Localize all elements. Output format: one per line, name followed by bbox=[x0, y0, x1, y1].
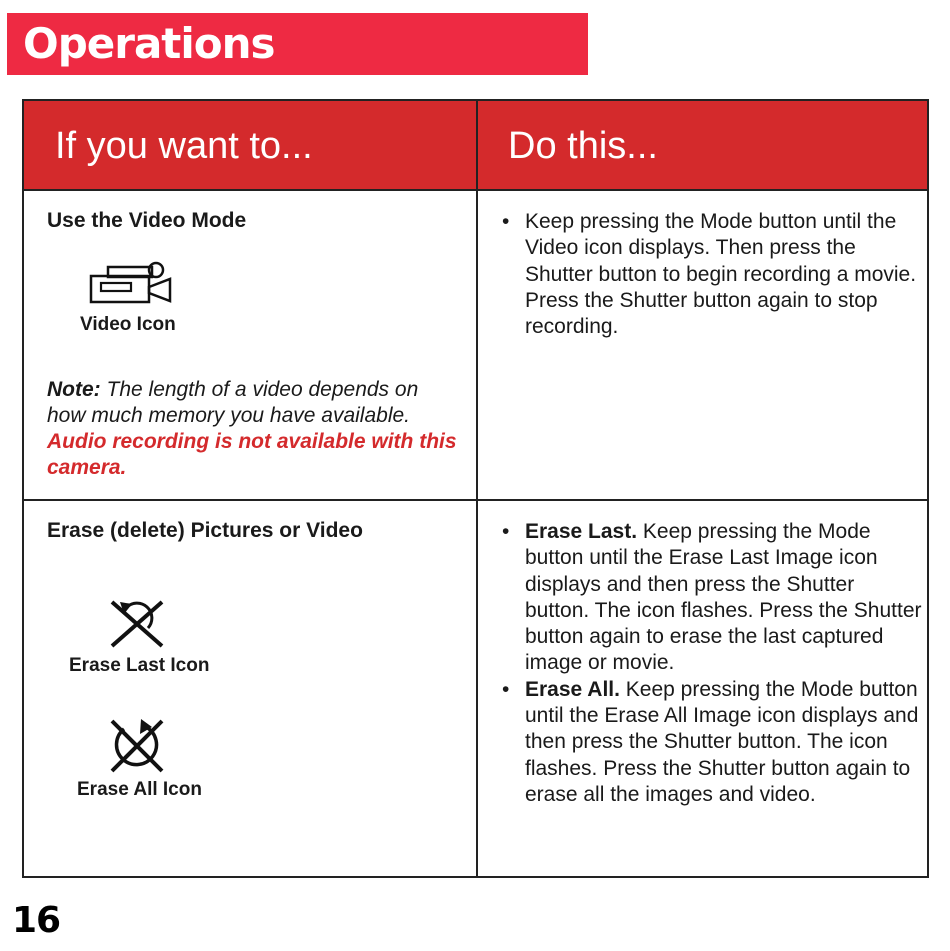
step-lead: Erase All. bbox=[525, 677, 620, 701]
note-label: Note: bbox=[47, 378, 101, 401]
erase-all-icon bbox=[108, 715, 166, 775]
column-divider bbox=[476, 101, 478, 876]
list-item bbox=[502, 209, 922, 340]
video-icon-caption: Video Icon bbox=[80, 314, 176, 335]
section-title: Operations bbox=[23, 19, 275, 68]
section-banner bbox=[7, 13, 588, 75]
step-text: Keep pressing the Mode button until the Erase All Image icon displays and then press the Shutter button. The icon flashes. Press the Shutter button again to erase all the images and video. bbox=[525, 677, 919, 806]
note-warning: Audio recording is not available with this camera. bbox=[47, 430, 457, 479]
row-title-erase: Erase (delete) Pictures or Video bbox=[47, 519, 363, 542]
video-mode-steps bbox=[502, 209, 922, 340]
list-item bbox=[502, 677, 922, 808]
step-text: Keep pressing the Mode button until the Erase Last Image icon displays and then press the Shutter button. The icon flashes. Press the Shutter button again to erase the last captured image or movie. bbox=[525, 520, 922, 675]
list-item bbox=[502, 519, 922, 677]
page-number: 16 bbox=[12, 900, 61, 941]
column-header-right: Do this... bbox=[508, 125, 658, 167]
row-title-video-mode: Use the Video Mode bbox=[47, 209, 247, 232]
note-text: The length of a video depends on how much memory you have available. bbox=[47, 378, 419, 427]
erase-steps bbox=[502, 519, 922, 808]
step-text: Keep pressing the Mode button until the Video icon displays. Then press the Shutter button to begin recording a movie. Press the Shutter button again to stop recording. bbox=[525, 210, 917, 339]
erase-all-caption: Erase All Icon bbox=[77, 779, 202, 800]
video-note bbox=[47, 377, 457, 481]
operations-table bbox=[22, 99, 929, 878]
step-lead: Erase Last. bbox=[525, 520, 638, 543]
video-camera-icon bbox=[88, 259, 174, 305]
row-divider bbox=[24, 499, 927, 501]
column-header-left: If you want to... bbox=[55, 125, 313, 167]
erase-last-caption: Erase Last Icon bbox=[69, 655, 210, 676]
erase-last-icon bbox=[108, 598, 166, 650]
